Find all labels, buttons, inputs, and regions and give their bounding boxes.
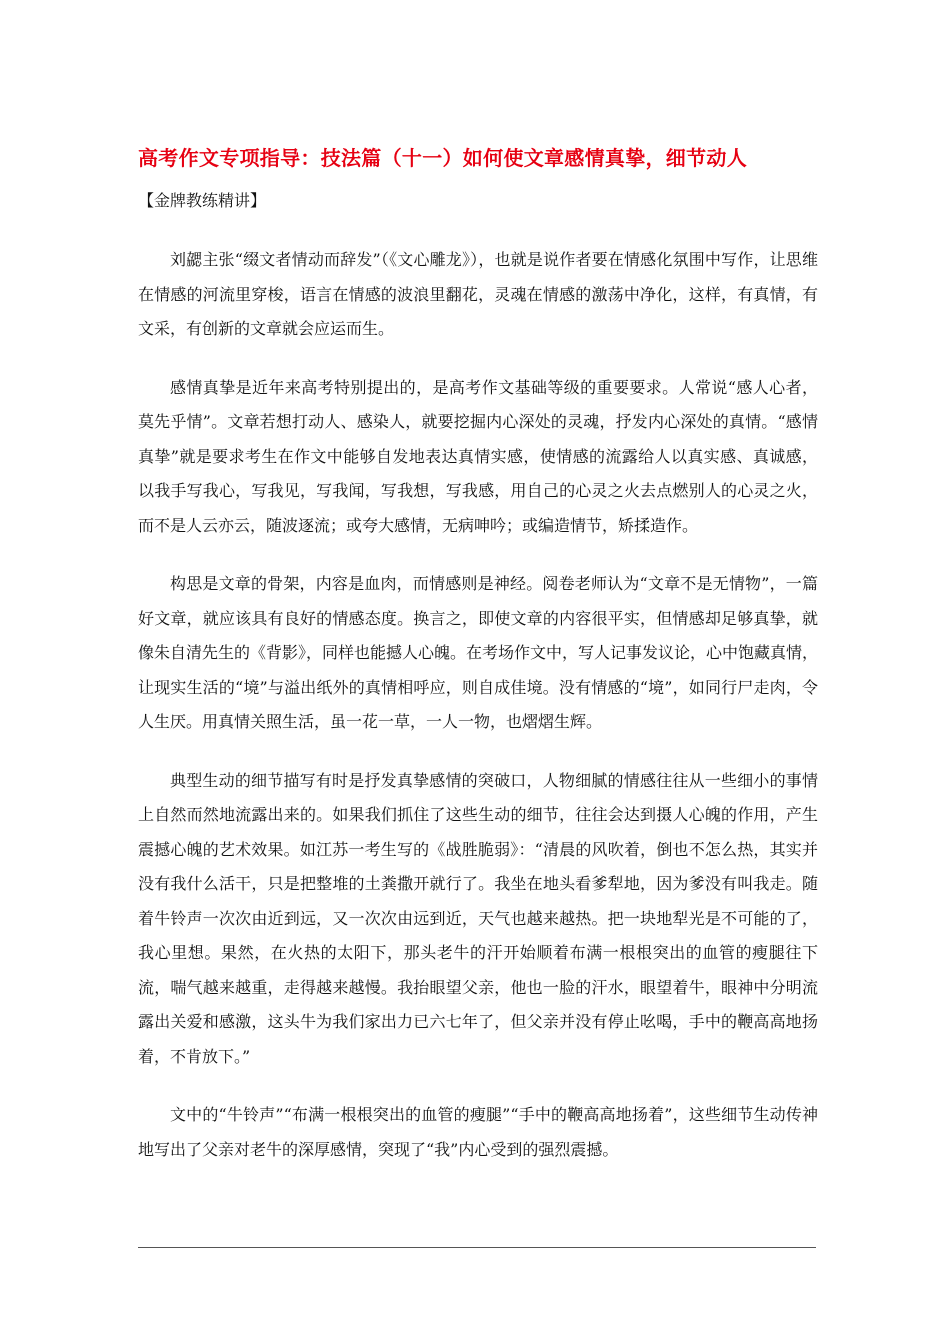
paragraph-5: 文中的“牛铃声”“布满一根根突出的血管的瘦腿”“手中的鞭高高地扬着”，这些细节生动传神地写出了父亲对老牛的深厚感情，突现了“我”内心受到的强烈震撼。 xyxy=(138,1105,818,1159)
section-label: 【金牌教练精讲】 xyxy=(138,191,267,210)
paragraph-4: 典型生动的细节描写有时是抒发真挚感情的突破口，人物细腻的情感往往从一些细小的事情上自然而然地流露出来的。如果我们抓住了这些生动的细节，往往会达到摄人心魄的作用，产生震撼心魄的艺术效果。如江苏一考生写的《战胜脆弱》：“清晨的风吹着，倒也不怎么热，其实并没有我什么活干，只是把整堆的土粪撒开就行了。我坐在地头看爹犁地，因为爹没有叫我走。随着牛铃声一次次由近到远，又一次次由远到近，天气也越来越热。把一块地犁光是不可能的了，我心里想。果然，在火热的太阳下，那头老牛的汗开始顺着布满一根根突出的血管的瘦腿往下流，喘气越来越重，走得越来越慢。我抬眼望父亲，他也一脸的汗水，眼望着牛，眼神中分明流露出关爱和感激，这头牛为我们家出力已六七年了，但父亲并没有停止吆喝，手中的鞭高高地扬着，不肯放下。” xyxy=(138,770,818,1066)
paragraph-3: 构思是文章的骨架，内容是血肉，而情感则是神经。阅卷老师认为“文章不是无情物”，一篇好文章，就应该具有良好的情感态度。换言之，即使文章的内容很平实，但情感却足够真挚，就像朱自清先生的《背影》，同样也能撼人心魄。在考场作文中，写人记事发议论，心中饱藏真情，让现实生活的“境”与溢出纸外的真情相呼应，则自成佳境。没有情感的“境”，如同行尸走肉，令人生厌。用真情关照生活，虽一花一草，一人一物，也熠熠生辉。 xyxy=(138,574,819,731)
paragraph-1: 刘勰主张“缀文者情动而辞发”（《文心雕龙》），也就是说作者要在情感化氛围中写作，让思维在情感的河流里穿梭，语言在情感的波浪里翻花，灵魂在情感的激荡中净化，这样，有真情，有文采，有创新的文章就会应运而生。 xyxy=(138,250,818,338)
paragraph-2: 感情真挚是近年来高考特别提出的，是高考作文基础等级的重要要求。人常说“感人心者，莫先乎情”。文章若想打动人、感染人，就要挖掘内心深处的灵魂，抒发内心深处的真情。“感情真挚”就是要求考生在作文中能够自发地表达真情实感，使情感的流露给人以真实感、真诚感，以我手写我心，写我见，写我闻，写我想，写我感，用自己的心灵之火去点燃别人的心灵之火，而不是人云亦云，随波逐流；或夸大感情，无病呻吟；或编造情节，矫揉造作。 xyxy=(138,377,818,535)
footer-divider xyxy=(138,1247,816,1248)
body-text xyxy=(138,243,818,1191)
document-title: 高考作文专项指导：技法篇（十一）如何使文章感情真挚，细节动人 xyxy=(138,146,747,170)
